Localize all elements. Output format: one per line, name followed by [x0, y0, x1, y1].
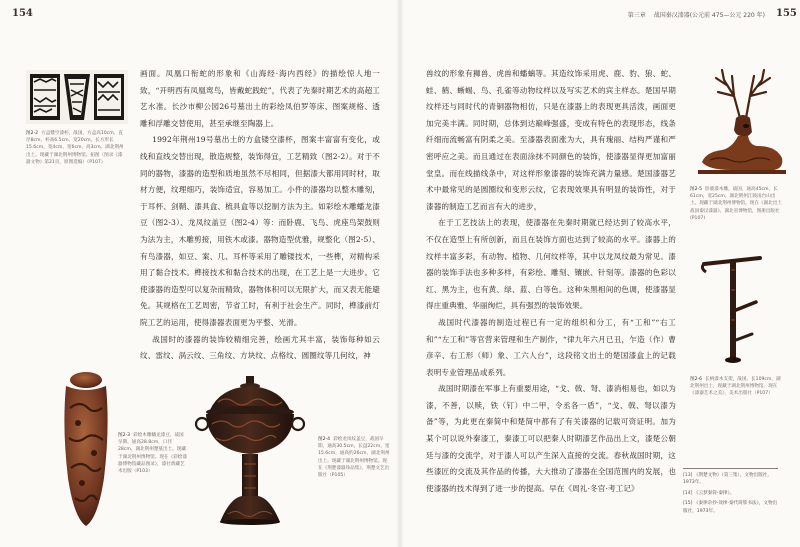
paragraph: 在于工艺技法上的表现，使漆器在先秦时期就已经达到了较高水平，不仅在造型上有所创新，而且在装饰方面也达到了较高的水平。漆器上的纹样丰富多彩，有动物、植物、几何纹样等，其中以龙凤纹最为常见。漆器的装饰手法也多种多样，有彩绘、雕刻、镶嵌、针刻等。漆器的色彩以红、黑为主，也有黄、绿、蓝、白等色。这种朱黑相间的色调，使漆器显得庄重典雅、华丽绚烂，具有强烈的装饰效果。 — [426, 218, 676, 311]
footnote: [14] 《云梦秦简·秦律》。 — [683, 490, 735, 496]
running-head-title: 战国秦汉漆器(公元前 475—公元 220 年) — [653, 12, 765, 19]
left-page-number: 154 — [12, 8, 33, 19]
figure-2-2-caption — [26, 130, 126, 166]
footnote: [15] 《秦律杂抄·效律·秦代简牍书法》，文物出版社，1973年。 — [683, 501, 778, 514]
figure-2-4-caption — [318, 436, 390, 479]
figure-2-5-number: 图2-5 — [690, 187, 703, 192]
paragraph: 兽纹的形象有狮兽、虎兽和蟠螭等。其造纹饰采用虎、鹿、豹、狼、蛇、蛙、鹤、蜥蜴、鸟、孔雀等动物纹样以及写实艺术的宾主样态。楚国早期纹样还与同时代的青铜器物相仿，只是在漆器上的表现更具活泼，画面更加完美丰满。同时期，总体到达巅峰强盛，变成有特色的表现形态，线条纤细而流畅富有阴柔之美。至漆器表面涨为大，具有瑰丽、结构严谨和严密呼应之美。而且通过在表面涂抹不同颜色的装饰，使漆器显得更加富丽堂皇。而在线描线条中，对这样形象漆器的装饰充满力量感。楚国漆器艺术中最常见的是圆圈纹和变形云纹，它表现效果具有明显的装饰性，对于漆器的制造工艺而言有大的进步， — [426, 69, 676, 211]
footnotes — [683, 468, 778, 518]
paragraph: 画面。凤凰口衔蛇的形象和《山海经·海内西经》的描绘惊人地一致，“开明西有凤凰鸾鸟，皆戴蛇践蛇”，代表了先秦时期艺术的高超工艺水准。长沙市柳公园26号墓出土的彩绘凤伯罗等床、图案规格、透雕和浮雕交替使用，甚至承继至陶器上。 — [140, 69, 380, 128]
figure-2-3-number: 图2-3 — [118, 433, 131, 438]
paragraph: 1992年荆州19号墓出土的方盒镂空漆杯，图案丰富富有变化，或线和直线交替出现，散造规整，装饰得宜，工艺精致（图2-2）。对于不同的器物，漆器的造型和质地虽然不尽相同，但据漆大都用同时材，取材方便，纹理细巧，装饰适宜，容易加工。小件的漆器均以整木雕刻，于耳杯、剑鞘、漆具盒、梳具盒等以挖制方法为主。如彩绘木雕蟠龙漆豆（图2-3）、龙凤纹盖豆（图2-4）等：而卧鹿、飞鸟、虎座鸟架鼓则为法为主，木雕剪接，用铁木或漆。器物造型优雅，规整化（图2-5）、有鸟漆器，如豆、案、几、耳杯等采用了雕镂技术，一些榫，对精构采用了黏合技术。榫接技术和黏合技术的出现，在工艺上是一大进步。它使漆器的造型可以复杂而精致，器物体积可以无限扩大，而又表无能避免。其规格在工艺周密，节省工时，有利于社会生产。同时，榫漆前灯院工艺的运用，使得漆器表面更为平整、光滑。 — [140, 135, 380, 327]
figure-2-5-image — [688, 66, 792, 180]
footnote: [13] 《荆楚文物》（第三集），文物出版社，1973年。 — [683, 473, 772, 486]
gutter-shadow — [396, 0, 404, 547]
running-head-chapter: 第三章 — [627, 12, 646, 19]
paragraph: 战国时期漆在军事上有重要用途，“戈、戟、弩、漆消相易也，如以为漆，不善，以赎，铁（钉）中二甲，令丞各一盾”，“戈、戟、弩以漆为备”等，为此更在秦简中和楚简中都有了有关漆器的记载可资证明。加为某个可以说外秦漆工，秦漆工可以把秦人时期漆艺作品出上文，漆楚公朝廷与漆的交流学，对于漆人可以产生深入直接的交流。春秋战国时期，这些漆匠的交流及其作品的传播，大大推动了漆器在全国范围内的发展，也使漆器的技术得到了进一步的提高。早在《周礼·冬官·考工记》 — [426, 384, 676, 493]
figure-2-4-image — [190, 372, 310, 532]
figure-2-2-image — [26, 70, 128, 124]
figure-2-4-caption-text: 彩绘龙凤纹盖豆，战国早期，通高30.5cm，长盘22cm，宽15.6cm，通高约26cm，湖北荆州出土。现藏于湖北荆州博物馆。现在《荆楚漆器珍品集》，荆楚文艺出版社（P105） — [318, 437, 390, 479]
figure-2-2-caption-text: 方盒镂空漆杯，战国，方盒高10cm，直径8cm，杯高6.5cm，宽20cm，长方形长15.6cm，宽4cm，宽6cm，高3cm。湖北荆州出土。现藏于湖北荆州博物馆。拓图（图录《漆器文物》第21页，原图选编）（P107） — [26, 131, 124, 165]
figure-2-5-caption-text: 卧鹿漆木雕，战国，通高45cm，长61cm，宽25cm，湖北荆州江陵雨台山出土。现藏于湖北荆州博物馆。现在《湖北出土战国秦汉漆器》，湖北省博物馆，图册出版社 (P107) — [690, 187, 782, 221]
left-page-text — [140, 66, 380, 365]
right-page-text — [426, 66, 676, 497]
figure-2-3-caption — [118, 432, 188, 475]
figure-2-3-image — [60, 368, 112, 530]
figure-2-6-number: 图2-6 — [690, 377, 703, 382]
right-page-number: 155 — [776, 8, 797, 19]
running-head — [535, 10, 765, 19]
paragraph: 战国时代漆器的制造过程已有一定的组织和分工，有“工和”“右工和”“左工和”等官营来管理和生产制作，“律九年六月已丑，乍造（作）曹彦辛、右工形（师）象、工六人台”，这段铭文出土的楚国漆盒上的记载表明专业管理品或系列。 — [426, 317, 676, 377]
figure-2-5-caption — [690, 186, 782, 222]
figure-2-3-caption-text: 彩绘木雕蟠龙漆豆，战国早期，通高28.8cm，口径28cm，湖北荆州楚墓出土。现藏于湖北荆州博物馆。现在《彩绘漆器博物馆藏品图录》，漆社典藏艺术出版（P103） — [118, 433, 187, 475]
figure-2-6-caption-text: 长柄漆木支架，战国。长109cm，湖北荆州出土，现藏于湖北荆州博物馆。现在《漆器艺术之美》，美术出版社（P107） — [690, 377, 781, 397]
figure-2-2-number: 图2-2 — [26, 131, 39, 136]
paragraph: 战国时的漆器的装饰较精细完善，绘画尤其丰富，装饰每种如云纹、雷纹、涡云纹、三角纹、方块纹、点格纹、圆圈纹等几何纹，神 — [140, 334, 380, 361]
figure-2-6-caption — [690, 376, 782, 398]
figure-2-4-number: 图2-4 — [318, 437, 331, 442]
figure-2-6-image — [700, 250, 770, 366]
